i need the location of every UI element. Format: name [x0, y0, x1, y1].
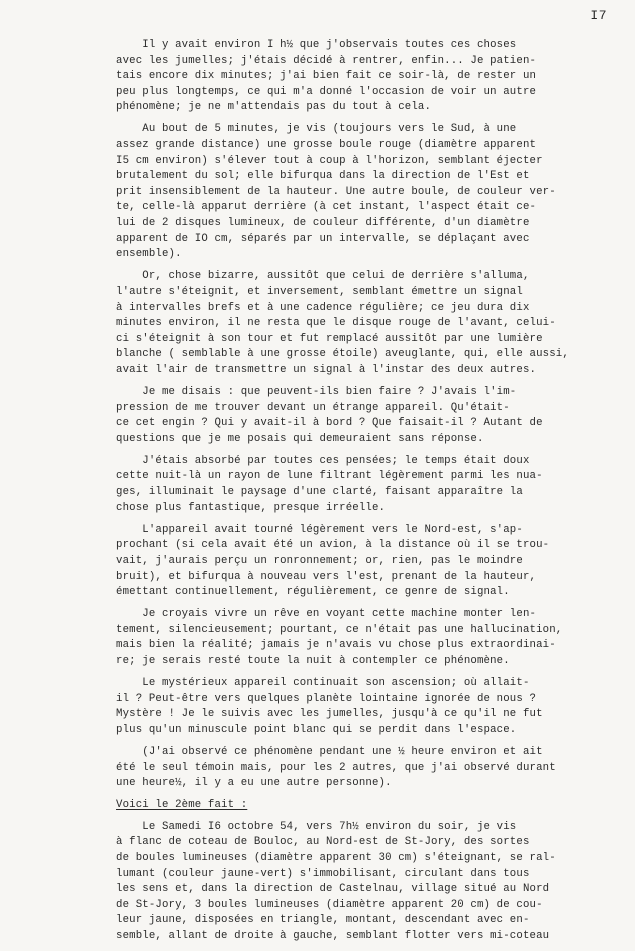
document-body	[116, 38, 632, 951]
paragraph-4: Je me disais : que peuvent-ils bien faire ? J'avais l'im- pression de me trouver devant un étrange appareil. Qu'était- ce cet engin ? Qui y avait-il à bord ? Que faisait-il ? Autant de questions que je me posais qui demeuraient sans réponse.	[116, 385, 543, 445]
paragraph-1: Il y avait environ I h½ que j'observais toutes ces choses avec les jumelles; j'étais décidé à rentrer, enfin... Je patien- tais encore dix minutes; j'ai bien fait ce soir-là, de rester un peu plus longtemps, ce qui m'a donné l'occasion de voir un autre phénomène; je ne m'attendais pas du tout à cela.	[116, 39, 537, 114]
paragraph-10: Le Samedi I6 octobre 54, vers 7h½ environ du soir, je vis à flanc de coteau de Bouloc, au Nord-est de St-Jory, des sortes de boules lumineuses (diamètre apparent 30 cm) s'éteignant, se ral- lumant (couleur jaune-vert) s'immobilisant, circulant dans tous les sens et, dans la direction de Castelnau, village situé au Nord de St-Jory, 3 boules lumineuses (diamètre apparent 20 cm) de cou- leur jaune, disposées en triangle, montant, descendant avec en- semble, allant de droite à gauche, semblant flotter vers mi-coteau	[116, 820, 556, 942]
paragraph-5: J'étais absorbé par toutes ces pensées; le temps était doux cette nuit-là un rayon de lune filtrant légèrement parmi les nua- ges, illuminait le paysage d'une clarté, faisant apparaître la chose plus fantastique, presque irréelle.	[116, 454, 543, 514]
paragraph-6: L'appareil avait tourné légèrement vers le Nord-est, s'ap- prochant (si cela avait été un avion, à la distance où il se trou- vait, j'aurais perçu un ronronnement; or, rien, pas le moindre bruit), et bifurqua à nouveau vers l'est, prenant de la hauteur, émettant continuellement, régulièrement, ce genre de signal.	[116, 523, 550, 599]
paragraph-8: Le mystérieux appareil continuait son ascension; où allait- il ? Peut-être vers quelques planète lointaine ignorée de nous ? Mystère ! Je le suivis avec les jumelles, jusqu'à ce qu'il ne fut plus qu'un minuscule point blanc qui se perdit dans l'espace.	[116, 677, 543, 736]
paragraph-7: Je croyais vivre un rêve en voyant cette machine monter len- tement, silencieusement; pourtant, ce n'était pas une hallucination, mais bien la réalité; jamais je n'avais vu chose plus extraordinai- re; je serais resté toute la nuit à contempler ce phénomène.	[116, 608, 563, 667]
section-heading: Voici le 2ème fait :	[116, 799, 248, 812]
page-number: I7	[590, 8, 607, 23]
paragraph-3: Or, chose bizarre, aussitôt que celui de derrière s'alluma, l'autre s'éteignit, et inversement, semblant émettre un signal à intervalles brefs et à une cadence régulière; ce jeu dura dix minutes environ, il ne resta que le disque rouge de l'avant, celui- ci s'éteignit à son tour et fut remplacé aussitôt par une lumière blanche ( semblable à une grosse étoile) aveuglante, qui, elle aussi, avait l'air de transmettre un signal à l'instar des deux autres.	[116, 270, 569, 376]
paragraph-9: (J'ai observé ce phénomène pendant une ½ heure environ et ait été le seul témoin mais, pour les 2 autres, que j'ai observé durant une heure½, il y a eu une autre personne).	[116, 745, 556, 790]
paragraph-2: Au bout de 5 minutes, je vis (toujours vers le Sud, à une assez grande distance) une grosse boule rouge (diamètre apparent I5 cm environ) s'élever tout à coup à l'horizon, semblant éjecter brutalement du sol; elle bifurqua dans la direction de l'Est et prit insensiblement de la hauteur. Une autre boule, de couleur ver- te, celle-là apparut derrière (à cet instant, l'aspect était ce- lui de 2 disques lumineux, de couleur différente, d'un diamètre apparent de IO cm, séparés par un intervalle, se déplaçant avec ensemble).	[116, 123, 556, 261]
